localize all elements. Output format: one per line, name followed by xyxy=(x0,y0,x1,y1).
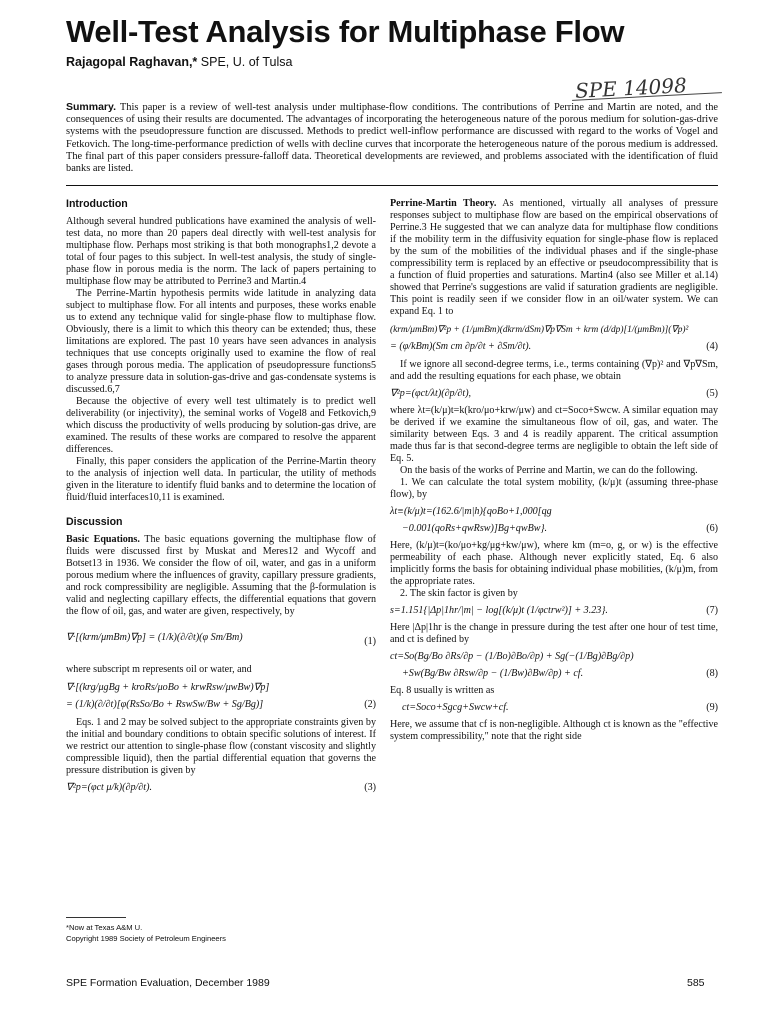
paragraph: where subscript m represents oil or water, and xyxy=(66,664,252,675)
equation-body: ct=So(Bg/Bo ∂Rs/∂p − (1/Bo)∂Bo/∂p) + Sg(−(1/Bg)∂Bg/∂p) xyxy=(390,651,634,662)
paragraph xyxy=(390,198,718,318)
journal-citation: SPE Formation Evaluation, December 1989 xyxy=(66,977,270,989)
equation-body: ∇²p=(φct/λt)(∂p/∂t), xyxy=(390,388,472,399)
introduction-heading: Introduction xyxy=(66,198,128,210)
equation-number: (4) xyxy=(706,341,718,352)
paragraph: Here, we assume that cf is non-negligible. Although ct is known as the "effective system compressibility," note that the right side xyxy=(390,719,718,742)
summary-text: This paper is a review of well-test analysis under multiphase-flow conditions. The contributions of Perrine and Martin are noted, and the consequences of using their results are documented. The advantages of incorporating the heterogeneous nature of the porous medium for solution-gas-drive systems with the pseudopressure function are discussed. Methods to predict well-inflow performance are discussed with regard to the works of Vogel and Fetkovich. The long-time-performance prediction of wells with decline curves that incorporate the heterogeneous nature of the porous medium is addressed. The final part of this paper considers pressure-falloff data. Theoretical developments are reviewed, and problems associated with the identification of fluid banks are listed. xyxy=(66,102,718,175)
paragraph: Finally, this paper considers the application of the Perrine-Martin theory to the analysis of injection well data. In particular, the utility of methods given in the literature to identify fluid banks and to determine the location of fluid/fluid interfaces10,11 is examined. xyxy=(66,456,376,503)
equation-2 xyxy=(66,682,376,711)
equation-number: (9) xyxy=(706,702,718,713)
equation-body: ct=Soco+Sgcg+Swcw+cf. xyxy=(402,702,509,713)
equation-body: (krm/μmBm)∇²p + (1/μmBm)(dkrm/dSm)∇p∇Sm + krm (d/dp)[1/(μmBm)](∇p)² xyxy=(390,325,689,335)
equation-body: −0.001(qoRs+qwRsw)]Bg+qwBw}. xyxy=(402,523,548,534)
equation-1 xyxy=(66,624,376,658)
summary-divider xyxy=(66,185,718,186)
equation-9 xyxy=(390,702,718,714)
run-in-heading: Perrine-Martin Theory. xyxy=(390,198,497,209)
footnote-rule xyxy=(66,917,126,918)
paragraph: Here, (k/μ)t=(ko/μo+kg/μg+kw/μw), where km (m=o, g, or w) is the effective permeability of each phase. Although never explicitly stated, Eq. 6 also implicitly forms the basis for obtaining individual phase mobilities, (k/μ)m, from the appropriate rates. xyxy=(390,540,718,587)
equation-8 xyxy=(390,651,718,680)
equation-4 xyxy=(390,324,718,353)
paragraph: 2. The skin factor is given by xyxy=(400,588,518,599)
paragraph-text: The basic equations governing the multiphase flow of fluids were discussed first by Muskat and Meres12 and Wycoff and Botset13 in 1936. We consider the flow of oil, water, and gas in a uniform porous medium where the influences of gravity, capillary pressure gradients, and rock compressibility are negligible. Assuming that the β-formulation is valid and neglecting capillary effects, the differential equations that govern the flow of oil, gas, and water are given, respectively, by xyxy=(66,534,376,617)
paragraph: If we ignore all second-degree terms, i.e., terms containing (∇p)² and ∇p∇Sm, and add the resulting equations for each phase, we obtain xyxy=(390,359,718,382)
equation-number: (8) xyxy=(706,668,718,679)
discussion-heading: Discussion xyxy=(66,516,123,528)
equation-body: = (1/k)(∂/∂t)[φ(RsSo/Bo + RswSw/Bw + Sg/Bg)] xyxy=(66,699,264,710)
paragraph: where λt=(k/μ)t=k(kro/μo+krw/μw) and ct=Soco+Swcw. A similar equation may be derived if we examine the simultaneous flow of oil, gas, and water. The similarity between Eqs. 3 and 4 is readily apparent. The critical assumption made thus far is that second-degree terms are negligible to obtain the left side of Eq. 5. xyxy=(390,405,718,464)
right-column xyxy=(390,198,718,743)
paper-title: Well-Test Analysis for Multiphase Flow xyxy=(66,14,625,49)
equation-body: +Sw(Bg/Bw ∂Rsw/∂p − (1/Bw)∂Bw/∂p) + cf. xyxy=(402,668,584,679)
equation-body: ∇·[(krg/μgBg + kroRs/μoBo + krwRsw/μwBw)∇p] xyxy=(66,682,270,693)
equation-number: (1) xyxy=(364,636,376,647)
footnote-copyright: Copyright 1989 Society of Petroleum Engineers xyxy=(66,934,226,943)
author-name: Rajagopal Raghavan,* xyxy=(66,55,198,69)
equation-body: ∇²p=(φct μ/k)(∂p/∂t). xyxy=(66,782,152,793)
author-affiliation: SPE, U. of Tulsa xyxy=(197,55,293,69)
footnote-affiliation: *Now at Texas A&M U. xyxy=(66,923,143,932)
equation-7 xyxy=(390,605,718,617)
author-line xyxy=(66,55,292,69)
paragraph: Here |Δp|1hr is the change in pressure during the test after one hour of test time, and ct is defined by xyxy=(390,622,718,645)
paragraph: Eqs. 1 and 2 may be solved subject to the appropriate constraints given by the initial and boundary conditions to obtain specific solutions of interest. If we restrict our attention to single-phase flow (constant viscosity and slightly compressible liquid), then the partial differential equation that governs the pressure distribution is given by xyxy=(66,717,376,776)
paragraph: On the basis of the works of Perrine and Martin, we can do the following. xyxy=(400,465,698,476)
paragraph-text: As mentioned, virtually all analyses of pressure responses subject to multiphase flow are based on the empirical observations of Perrine.3 He suggested that we can analyze data for multiphase flow conditions if the mobility term in the diffusivity equation for single-phase flow is replaced by the sum of the mobilities of the individual phases and if the single-phase compressibility term is replaced by an effective or pseudocompressibility that is a function of fluid properties and saturations. Martin4 (also see Miller et al.14) showed that Perrine's suggestions are valid if saturation gradients are negligible. This point is readily seen if we consider flow in an oil/water system. We can expand Eq. 1 to xyxy=(390,198,718,317)
summary-abstract xyxy=(66,101,718,175)
paragraph xyxy=(66,534,376,618)
equation-number: (6) xyxy=(706,523,718,534)
footnotes xyxy=(66,922,226,944)
equation-number: (3) xyxy=(364,782,376,793)
equation-5 xyxy=(390,388,718,400)
equation-number: (5) xyxy=(706,388,718,399)
equation-body: s=1.151{|Δp|1hr/|m| − log[(k/μ)t (1/φctrw²)] + 3.23}. xyxy=(390,605,608,616)
summary-lead: Summary. xyxy=(66,101,116,113)
left-column xyxy=(66,198,376,799)
handwritten-note: SPE 14098 xyxy=(574,73,688,103)
paragraph: 1. We can calculate the total system mobility, (k/μ)t (assuming three-phase flow), by xyxy=(390,477,718,500)
equation-3 xyxy=(66,782,376,794)
equation-body: λt≡(k/μ)t=(162.6/|m|h){qoBo+1,000[qg xyxy=(390,506,552,517)
equation-body: ∇·[(krm/μmBm)∇p] = (1/k)(∂/∂t)(φ Sm/Bm) xyxy=(66,632,243,643)
equation-number: (7) xyxy=(706,605,718,616)
run-in-heading: Basic Equations. xyxy=(66,534,140,545)
paragraph: Although several hundred publications have examined the analysis of well-test data, no more than 20 papers deal directly with well-test analysis for multiphase flow. Perhaps most striking is that both monographs1,2 devote a total of four pages to this subject. In well-test analysis, the study of single-phase flow in porous media is the norm. The lack of papers pertaining to multiphase flow may be attributed to Perrine3 and Martin.4 xyxy=(66,216,376,287)
equation-body: = (φ/kBm)(Sm cm ∂p/∂t + ∂Sm/∂t). xyxy=(390,341,532,352)
equation-6 xyxy=(390,506,718,535)
paragraph: The Perrine-Martin hypothesis permits wide latitude in analyzing data subject to multiphase flow. For all intents and purposes, these works enable us to extend any technique valid for single-phase flow to multiphase flow. Obviously, there is a limit to which this theory can be extended; thus, these limitations are explored. The past 10 years have seen advances in analysis techniques that use concepts originally used to examine the flow of real gases through porous media. The application of pseudopressure functions5 to analyze pressure data in solution-gas-drive and gas-condensate systems is discussed.6,7 xyxy=(66,288,376,395)
page-number: 585 xyxy=(687,977,705,989)
paragraph: Because the objective of every well test ultimately is to predict well deliverability (or injectivity), the seminal works of Vogel8 and Fetkovich,9 which discuss the productivity of wells producing by solution-gas drive, are examined. The results of these works are compared to resolve the apparent differences. xyxy=(66,396,376,455)
paragraph: Eq. 8 usually is written as xyxy=(390,685,495,696)
equation-number: (2) xyxy=(364,699,376,710)
